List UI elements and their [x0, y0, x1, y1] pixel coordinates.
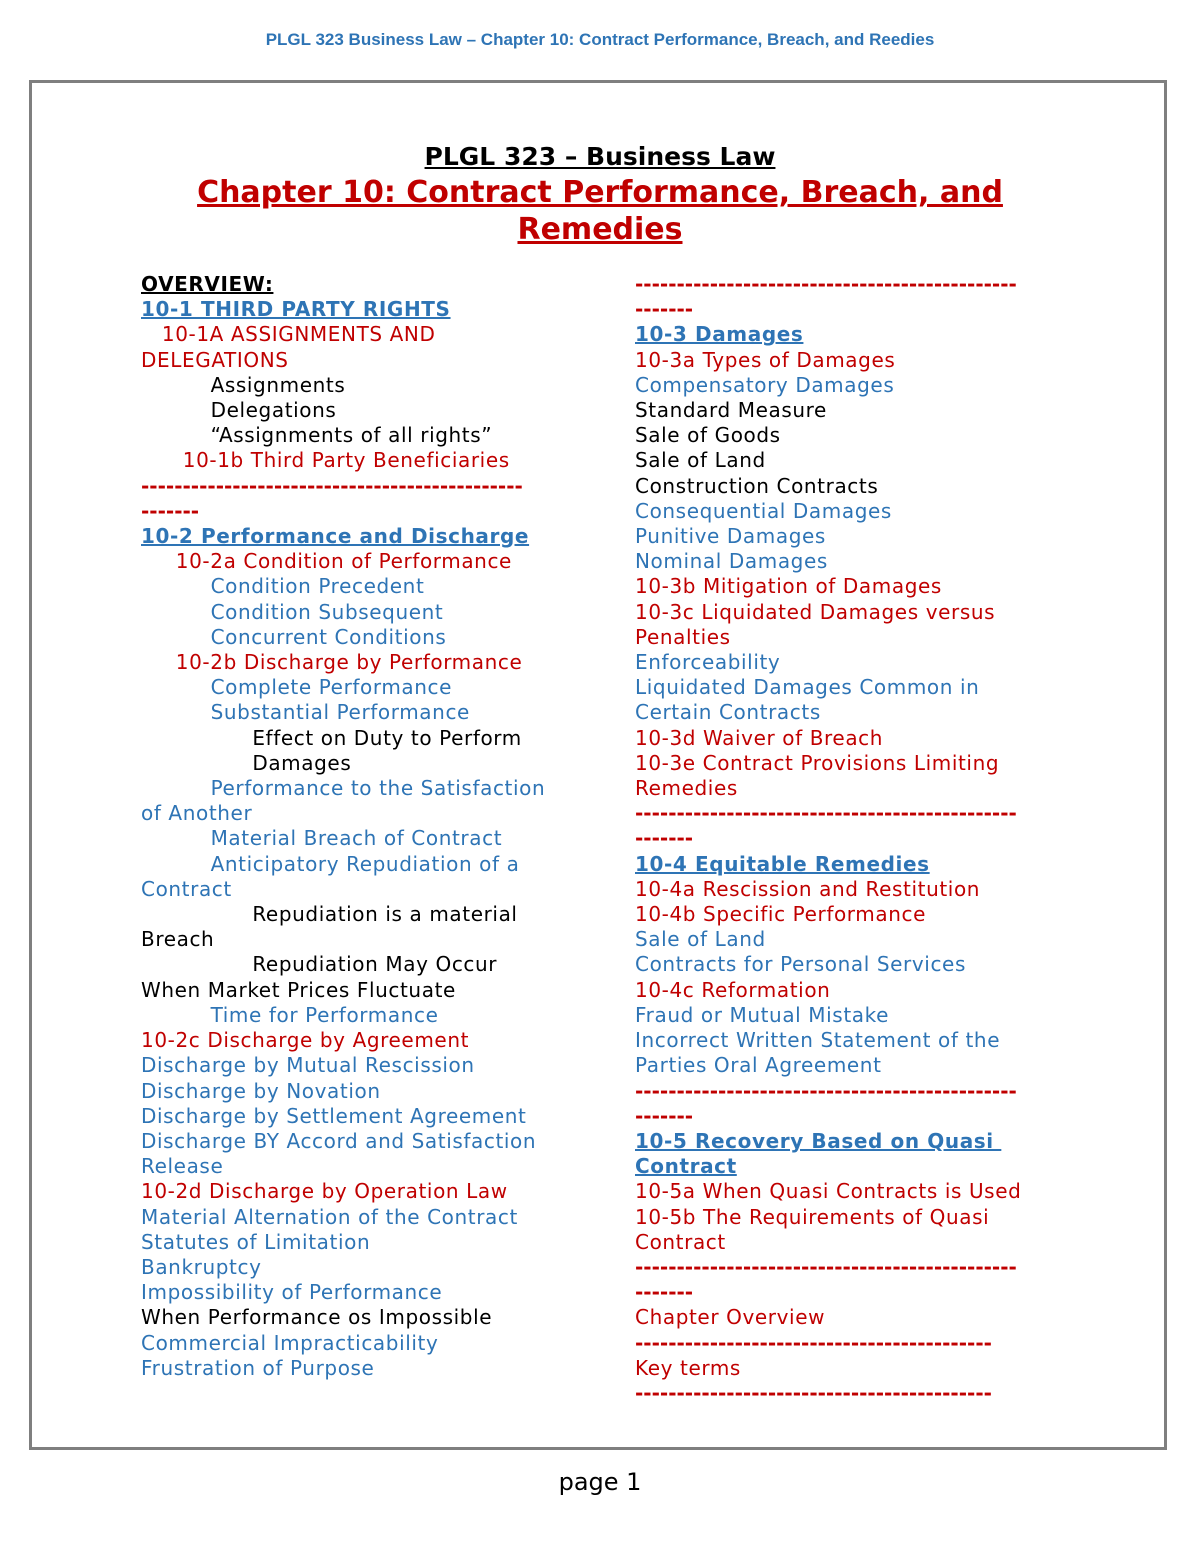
topic-item: Contracts for Personal Services: [635, 952, 966, 977]
section-heading: 10-4 Equitable Remedies: [635, 851, 930, 876]
chapter-title-line2: Remedies: [517, 212, 683, 247]
subsection-heading-cont: DELEGATIONS: [141, 347, 289, 372]
section-heading-cont: Contract: [635, 1154, 737, 1179]
topic-item: Fraud or Mutual Mistake: [635, 1002, 889, 1027]
topic-item: Incorrect Written Statement of the: [635, 1028, 1001, 1053]
subsection-heading: 10-2c Discharge by Agreement: [141, 1028, 470, 1053]
topic-item: Discharge by Novation: [141, 1078, 381, 1103]
topic-item: Punitive Damages: [635, 524, 826, 549]
topic-item: Complete Performance: [141, 675, 453, 700]
topic-item: Bankruptcy: [141, 1254, 262, 1279]
subsection-heading-cont: Penalties: [635, 624, 731, 649]
section-heading: 10-2 Performance and Discharge: [141, 524, 530, 549]
topic-item: Impossibility of Performance: [141, 1280, 443, 1305]
outline-item: Construction Contracts: [635, 473, 879, 498]
divider-line: ----------------------------------------------: [635, 1254, 1017, 1279]
chapter-overview-link: Chapter Overview: [635, 1305, 826, 1330]
outline-item: Repudiation May Occur: [141, 952, 498, 977]
outline-item: Effect on Duty to Perform: [141, 725, 522, 750]
subsection-heading: 10-3a Types of Damages: [635, 347, 896, 372]
topic-item: Sale of Land: [635, 927, 766, 952]
topic-item: Concurrent Conditions: [141, 624, 447, 649]
topic-item: Release: [141, 1154, 224, 1179]
outline-item: Standard Measure: [635, 398, 827, 423]
subsection-heading: 10-2a Condition of Performance: [141, 549, 512, 574]
topic-item-cont: Contract: [141, 876, 232, 901]
topic-item: Commercial Impracticability: [141, 1330, 439, 1355]
topic-item: Performance to the Satisfaction: [141, 776, 546, 801]
divider-line: ----------------------------------------------: [635, 272, 1017, 296]
topic-item-cont: Parties Oral Agreement: [635, 1053, 882, 1078]
outline-left-column: [141, 272, 581, 1381]
topic-item: Material Breach of Contract: [141, 826, 503, 851]
subsection-heading: 10-4b Specific Performance: [635, 902, 926, 927]
outline-item: Sale of Goods: [635, 423, 781, 448]
topic-item: Compensatory Damages: [635, 372, 895, 397]
outline-item: Damages: [141, 750, 352, 775]
divider-line: -------: [635, 297, 694, 322]
topic-item: Statutes of Limitation: [141, 1229, 371, 1254]
outline-item: Assignments: [141, 372, 346, 397]
subsection-heading: 10-1A ASSIGNMENTS AND: [141, 322, 436, 347]
chapter-title-line1: Chapter 10: Contract Performance, Breach, and: [197, 175, 1003, 210]
section-heading: 10-1 THIRD PARTY RIGHTS: [141, 297, 451, 322]
topic-item: Substantial Performance: [141, 700, 470, 725]
page-number: page 1: [558, 1468, 642, 1496]
topic-item: Condition Subsequent: [141, 599, 444, 624]
divider-line: -------: [635, 1103, 694, 1128]
topic-item: Liquidated Damages Common in: [635, 675, 980, 700]
subsection-heading: 10-3e Contract Provisions Limiting: [635, 750, 1000, 775]
divider-line: -------------------------------------------: [635, 1330, 992, 1355]
topic-item-cont: of Another: [141, 801, 253, 826]
subsection-heading: 10-3b Mitigation of Damages: [635, 574, 942, 599]
topic-item: Discharge by Settlement Agreement: [141, 1103, 527, 1128]
topic-item: Discharge by Mutual Rescission: [141, 1053, 475, 1078]
subsection-heading: 10-1b Third Party Beneficiaries: [141, 448, 510, 473]
subsection-heading: 10-2d Discharge by Operation Law: [141, 1179, 508, 1204]
subsection-heading: 10-3d Waiver of Breach: [635, 725, 884, 750]
overview-heading: OVERVIEW:: [141, 272, 274, 296]
course-title: PLGL 323 – Business Law: [424, 142, 776, 171]
section-heading: 10-3 Damages: [635, 322, 804, 347]
divider-line: ----------------------------------------------: [635, 1078, 1017, 1103]
subsection-heading-cont: Remedies: [635, 776, 738, 801]
subsection-heading: 10-5a When Quasi Contracts is Used: [635, 1179, 1022, 1204]
topic-item: Consequential Damages: [635, 498, 892, 523]
topic-item: Frustration of Purpose: [141, 1355, 375, 1380]
divider-line: ----------------------------------------------: [141, 473, 523, 498]
divider-line: ----------------------------------------------: [635, 801, 1017, 826]
outline-item: Delegations: [141, 398, 337, 423]
outline-item-cont: When Market Prices Fluctuate: [141, 977, 456, 1002]
outline-item-cont: Breach: [141, 927, 215, 952]
subsection-heading: 10-3c Liquidated Damages versus: [635, 599, 996, 624]
key-terms-link: Key terms: [635, 1355, 741, 1380]
outline-item: When Performance os Impossible: [141, 1305, 493, 1330]
topic-item: Time for Performance: [141, 1002, 439, 1027]
section-heading: 10-5 Recovery Based on Quasi: [635, 1128, 1002, 1153]
outline-right-column: [635, 272, 1075, 1406]
subsection-heading: 10-4a Rescission and Restitution: [635, 876, 981, 901]
topic-item: Condition Precedent: [141, 574, 425, 599]
topic-item: Enforceability: [635, 650, 781, 675]
outline-item: Repudiation is a material: [141, 902, 518, 927]
divider-line: -------: [141, 498, 200, 523]
outline-item: Sale of Land: [635, 448, 766, 473]
subsection-heading: 10-2b Discharge by Performance: [141, 650, 523, 675]
outline-item: “Assignments of all rights”: [141, 423, 493, 448]
running-header: PLGL 323 Business Law – Chapter 10: Contract Performance, Breach, and Reedies: [265, 30, 935, 49]
topic-item-cont: Certain Contracts: [635, 700, 821, 725]
subsection-heading: 10-4c Reformation: [635, 977, 831, 1002]
divider-line: -------: [635, 1280, 694, 1305]
chapter-title: [150, 174, 1050, 248]
subsection-heading-cont: Contract: [635, 1229, 726, 1254]
topic-item: Anticipatory Repudiation of a: [141, 851, 520, 876]
subsection-heading: 10-5b The Requirements of Quasi: [635, 1204, 990, 1229]
divider-line: -------: [635, 826, 694, 851]
topic-item: Material Alternation of the Contract: [141, 1204, 518, 1229]
topic-item: Nominal Damages: [635, 549, 828, 574]
divider-line: -------------------------------------------: [635, 1380, 992, 1405]
topic-item: Discharge BY Accord and Satisfaction: [141, 1128, 537, 1153]
